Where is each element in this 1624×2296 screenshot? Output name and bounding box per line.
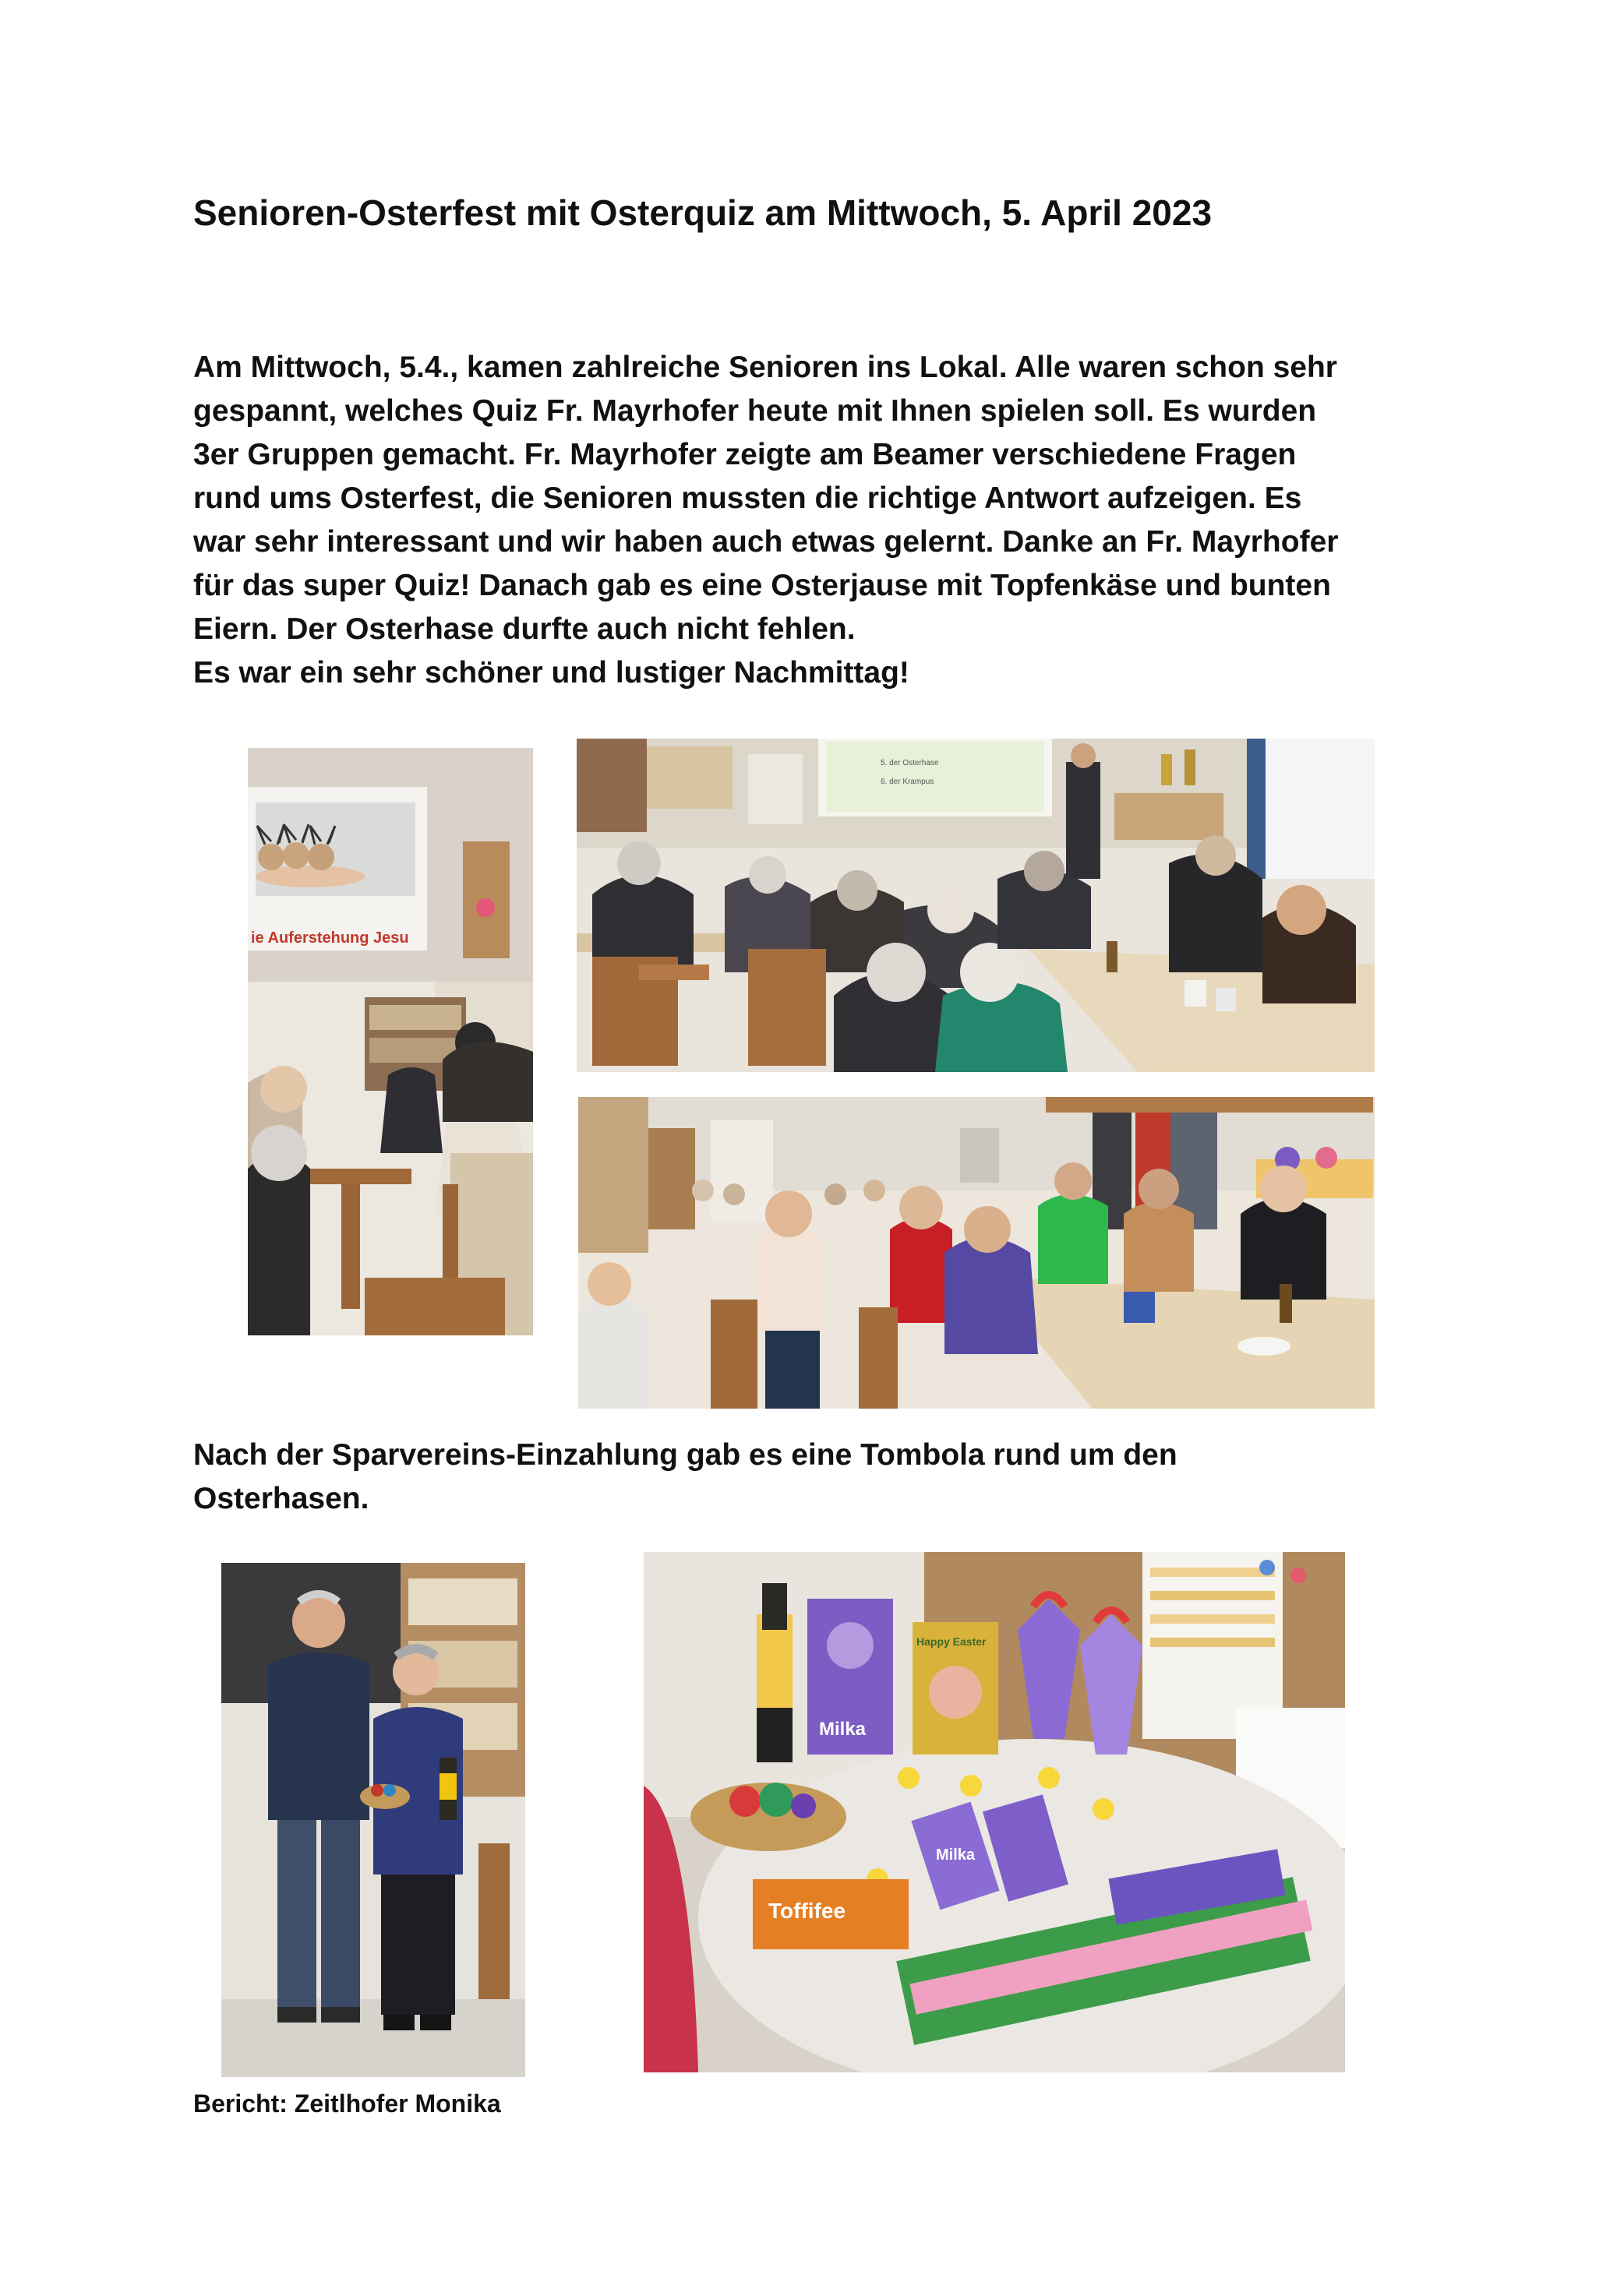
screen-text-1: 5. der Osterhase (881, 759, 939, 767)
milka-box-label: Milka (819, 1719, 867, 1740)
intro-paragraph (193, 346, 1502, 695)
intro-line: 3er Gruppen gemacht. Fr. Mayrhofer zeigte am Beamer verschiedene Fragen (193, 438, 1297, 471)
photo-projector-audience (248, 748, 533, 1335)
intro-line: für das super Quiz! Danach gab es eine Osterjause mit Topfenkäse und bunten (193, 569, 1331, 602)
happy-easter-label: Happy Easter (916, 1635, 987, 1648)
tombola-line: Osterhasen. (193, 1482, 369, 1515)
intro-line: gespannt, welches Quiz Fr. Mayrhofer heute mit Ihnen spielen soll. Es wurden (193, 394, 1317, 428)
milka-bar-label: Milka (936, 1846, 976, 1864)
intro-line: Eiern. Der Osterhase durfte auch nicht fehlen. (193, 612, 856, 646)
intro-line: rund ums Osterfest, die Senioren mussten die richtige Antwort aufzeigen. Es (193, 481, 1302, 515)
tombola-line: Nach der Sparvereins-Einzahlung gab es eine Tombola rund um den (193, 1438, 1177, 1472)
intro-line: Am Mittwoch, 5.4., kamen zahlreiche Senioren ins Lokal. Alle waren schon sehr (193, 351, 1337, 384)
toffifee-label: Toffifee (768, 1899, 846, 1923)
photo-group-tables (578, 1097, 1375, 1409)
tombola-paragraph (193, 1434, 1502, 1521)
page-title: Senioren-Osterfest mit Osterquiz am Mittwoch, 5. April 2023 (193, 192, 1213, 233)
intro-line: war sehr interessant und wir haben auch etwas gelernt. Danke an Fr. Mayrhofer (193, 525, 1339, 559)
photo-quiz-room (577, 739, 1375, 1072)
photo-winners (221, 1563, 525, 2077)
intro-line: Es war ein sehr schöner und lustiger Nachmittag! (193, 656, 909, 690)
photo-tombola-prizes (644, 1552, 1345, 2072)
screen-text-2: 6. der Krampus (881, 778, 934, 786)
slide-text: ie Auferstehung Jesu (251, 929, 409, 947)
report-byline: Bericht: Zeitlhofer Monika (193, 2090, 501, 2118)
